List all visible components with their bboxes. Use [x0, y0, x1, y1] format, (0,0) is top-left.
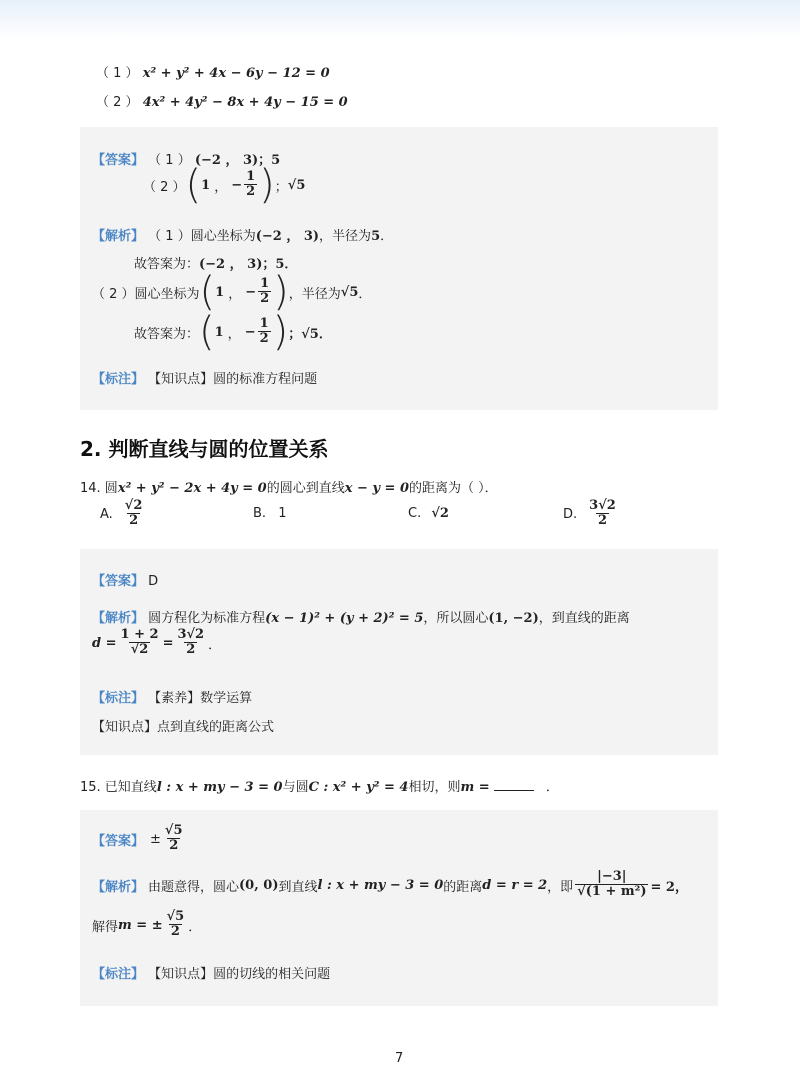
- equation: d =: [92, 635, 117, 651]
- fraction: [123, 499, 145, 529]
- coord-x: 1: [215, 284, 225, 300]
- q14-option-d[interactable]: [563, 499, 620, 529]
- option-value: 1: [278, 506, 287, 521]
- stem-text: ．: [545, 780, 559, 795]
- fraction: [163, 824, 185, 854]
- sqrt-value: √5: [287, 177, 306, 193]
- answer-number: （ 2 ）: [143, 179, 186, 195]
- equation: C : x² + y² = 4: [308, 780, 409, 795]
- answer-value: (−2 ， 3)；5: [194, 153, 281, 168]
- paren-left: (: [185, 162, 202, 208]
- option-label: B.: [253, 506, 267, 521]
- period: ．: [188, 919, 202, 935]
- q14-note-line-2: [92, 716, 274, 735]
- note-tag: 【标注】: [92, 691, 145, 706]
- therefore-value: (−2 ， 3)；5．: [199, 257, 298, 272]
- q13-analysis-line-1: [92, 225, 393, 244]
- note-tag: 【标注】: [92, 372, 145, 387]
- analysis-text: 解得: [92, 919, 119, 935]
- q14-option-a[interactable]: [100, 499, 146, 529]
- paren-right: ): [273, 269, 289, 315]
- stem-text: 的圆心到直线: [266, 481, 345, 496]
- q15-note-line: [92, 963, 330, 982]
- q14-option-c[interactable]: [408, 506, 449, 521]
- q15-analysis-line-1: [92, 870, 688, 900]
- fraction-denominator: √2: [130, 642, 149, 658]
- fraction: [175, 628, 206, 658]
- fraction-numerator: |−3|: [597, 869, 627, 884]
- analysis-text: （ 1 ）圆心坐标为: [148, 229, 256, 244]
- minus-sign: −: [231, 177, 243, 193]
- q14-note-line-1: [92, 687, 252, 706]
- fraction-denominator: 2: [129, 513, 139, 529]
- equation: d = r = 2: [482, 877, 548, 893]
- analysis-text: 到直线: [278, 879, 318, 895]
- answer-value: D: [148, 574, 159, 589]
- therefore-label: 故答案为：: [134, 257, 200, 272]
- answer-blank[interactable]: [494, 778, 534, 791]
- fraction-denominator: 2: [186, 642, 196, 658]
- fraction: [575, 870, 648, 900]
- answer-number: （ 1 ）: [148, 153, 191, 168]
- fraction-denominator: 2: [259, 331, 269, 347]
- option-label: A.: [100, 506, 113, 522]
- fraction-numerator: √5: [164, 823, 183, 838]
- equation: l : x + my − 3 = 0: [317, 877, 444, 893]
- analysis-text: ，所以圆心: [423, 611, 489, 626]
- fraction-numerator: √5: [166, 909, 185, 924]
- section-title: 2. 判断直线与圆的位置关系: [80, 437, 329, 461]
- q14-stem: [80, 477, 498, 496]
- analysis-text: 的距离: [443, 879, 483, 895]
- comma: ，: [227, 326, 241, 342]
- q14-option-b[interactable]: [253, 506, 286, 521]
- q14-analysis-line-2: [92, 628, 221, 658]
- analysis-text: 圆方程化为标准方程: [148, 611, 266, 626]
- note-text: 【素养】数学运算: [148, 691, 253, 706]
- paren-left: (: [199, 269, 216, 315]
- sqrt-value: √5: [340, 284, 359, 300]
- fraction-numerator: 1 + 2: [120, 627, 159, 642]
- q13-answer-line-2: [143, 162, 306, 208]
- minus-sign: −: [245, 284, 257, 300]
- item-number: （ 1 ）: [96, 66, 139, 81]
- therefore-value: ；√5．: [288, 326, 332, 342]
- fraction: [165, 910, 187, 940]
- coord-x: 1: [201, 177, 211, 193]
- fraction-denominator: 2: [260, 291, 270, 307]
- item-number: （ 2 ）: [96, 95, 139, 110]
- period: ．: [358, 286, 372, 302]
- analysis-text: ，到直线的距离: [538, 611, 630, 626]
- note-text: 【知识点】圆的标准方程问题: [148, 372, 318, 387]
- equation: l : x + my − 3 = 0: [156, 780, 283, 795]
- equation: m = ±: [118, 917, 163, 933]
- fraction-denominator: 2: [170, 924, 180, 940]
- equation: = 2，: [650, 879, 688, 895]
- note-text: 【知识点】点到直线的距离公式: [92, 720, 275, 735]
- question-number: 15. 已知直线: [80, 780, 157, 795]
- period: ．: [208, 637, 222, 653]
- q15-solve-line: [92, 910, 201, 940]
- note-tag: 【标注】: [92, 967, 145, 982]
- radius-value: 5: [371, 229, 381, 244]
- option-label: C.: [408, 506, 422, 521]
- fraction: [258, 317, 271, 347]
- q13-therefore-line-2: [134, 309, 332, 355]
- note-text: 【知识点】圆的切线的相关问题: [148, 967, 331, 982]
- therefore-label: 故答案为：: [134, 326, 200, 342]
- equation: x − y = 0: [344, 481, 409, 496]
- equation: x² + y² + 4x − 6y − 12 = 0: [142, 66, 330, 81]
- equation: 4x² + 4y² − 8x + 4y − 15 = 0: [142, 95, 348, 110]
- fraction-denominator: √(1 + m²): [577, 884, 647, 900]
- q13-note-line: [92, 368, 317, 387]
- fraction: [119, 628, 161, 658]
- fraction-numerator: 1: [260, 275, 270, 291]
- fraction-denominator: 2: [246, 184, 256, 200]
- center-point: (0, 0): [239, 877, 279, 893]
- fraction: [258, 277, 271, 307]
- analysis-text: 由题意得，圆心: [148, 879, 240, 895]
- analysis-tag: 【解析】: [92, 229, 145, 244]
- stem-text: 与圆: [282, 780, 309, 795]
- option-value: √2: [431, 506, 449, 521]
- q13-analysis-line-2: [92, 269, 372, 315]
- page-number: 7: [395, 1051, 404, 1066]
- page-header-band: [0, 0, 800, 40]
- fraction-denominator: 2: [169, 838, 179, 854]
- q14-answer-line: [92, 570, 158, 589]
- equals-sign: =: [162, 635, 174, 651]
- minus-sign: −: [244, 324, 256, 340]
- fraction-denominator: 2: [597, 513, 607, 529]
- q13-item-2: [96, 91, 348, 110]
- center-point: (−2 ， 3): [255, 229, 320, 244]
- analysis-tag: 【解析】: [92, 879, 145, 895]
- equation: (x − 1)² + (y + 2)² = 5: [265, 611, 424, 626]
- fraction-numerator: 1: [246, 168, 256, 184]
- q13-item-1: [96, 62, 330, 81]
- stem-text: 相切，则: [408, 780, 461, 795]
- paren-left: (: [199, 309, 215, 355]
- analysis-text: ，半径为: [319, 229, 372, 244]
- fraction-numerator: 3√2: [177, 627, 205, 642]
- comma: ，: [228, 286, 242, 302]
- fraction: [587, 499, 618, 529]
- stem-text: 的距离为（ ）．: [409, 481, 498, 496]
- fraction-numerator: 1: [259, 315, 269, 331]
- analysis-tag: 【解析】: [92, 611, 145, 626]
- paren-right: ): [259, 162, 275, 208]
- answer-tag: 【答案】: [92, 574, 145, 589]
- fraction-numerator: √2: [124, 498, 143, 513]
- equation: x² + y² − 2x + 4y = 0: [117, 481, 267, 496]
- comma: ，: [214, 179, 228, 195]
- paren-right: ): [272, 309, 289, 355]
- question-number: 14. 圆: [80, 481, 118, 496]
- q15-answer-line: [92, 824, 187, 854]
- plus-minus: ±: [150, 831, 161, 847]
- coord-x: 1: [214, 324, 224, 340]
- answer-tag: 【答案】: [92, 153, 145, 168]
- analysis-text: ，即: [547, 879, 574, 895]
- q14-analysis-line-1: [92, 607, 630, 626]
- q15-stem: [80, 776, 559, 795]
- option-label: D.: [563, 506, 578, 522]
- separator: ；: [274, 179, 288, 195]
- equation: m =: [460, 780, 490, 795]
- analysis-text: （ 2 ）圆心坐标为: [92, 286, 200, 302]
- fraction: [244, 170, 257, 200]
- period: ．: [380, 229, 394, 244]
- analysis-text: ，半径为: [288, 286, 341, 302]
- fraction-numerator: 3√2: [589, 498, 616, 513]
- answer-tag: 【答案】: [92, 833, 145, 849]
- center-point: (1, −2): [488, 611, 539, 626]
